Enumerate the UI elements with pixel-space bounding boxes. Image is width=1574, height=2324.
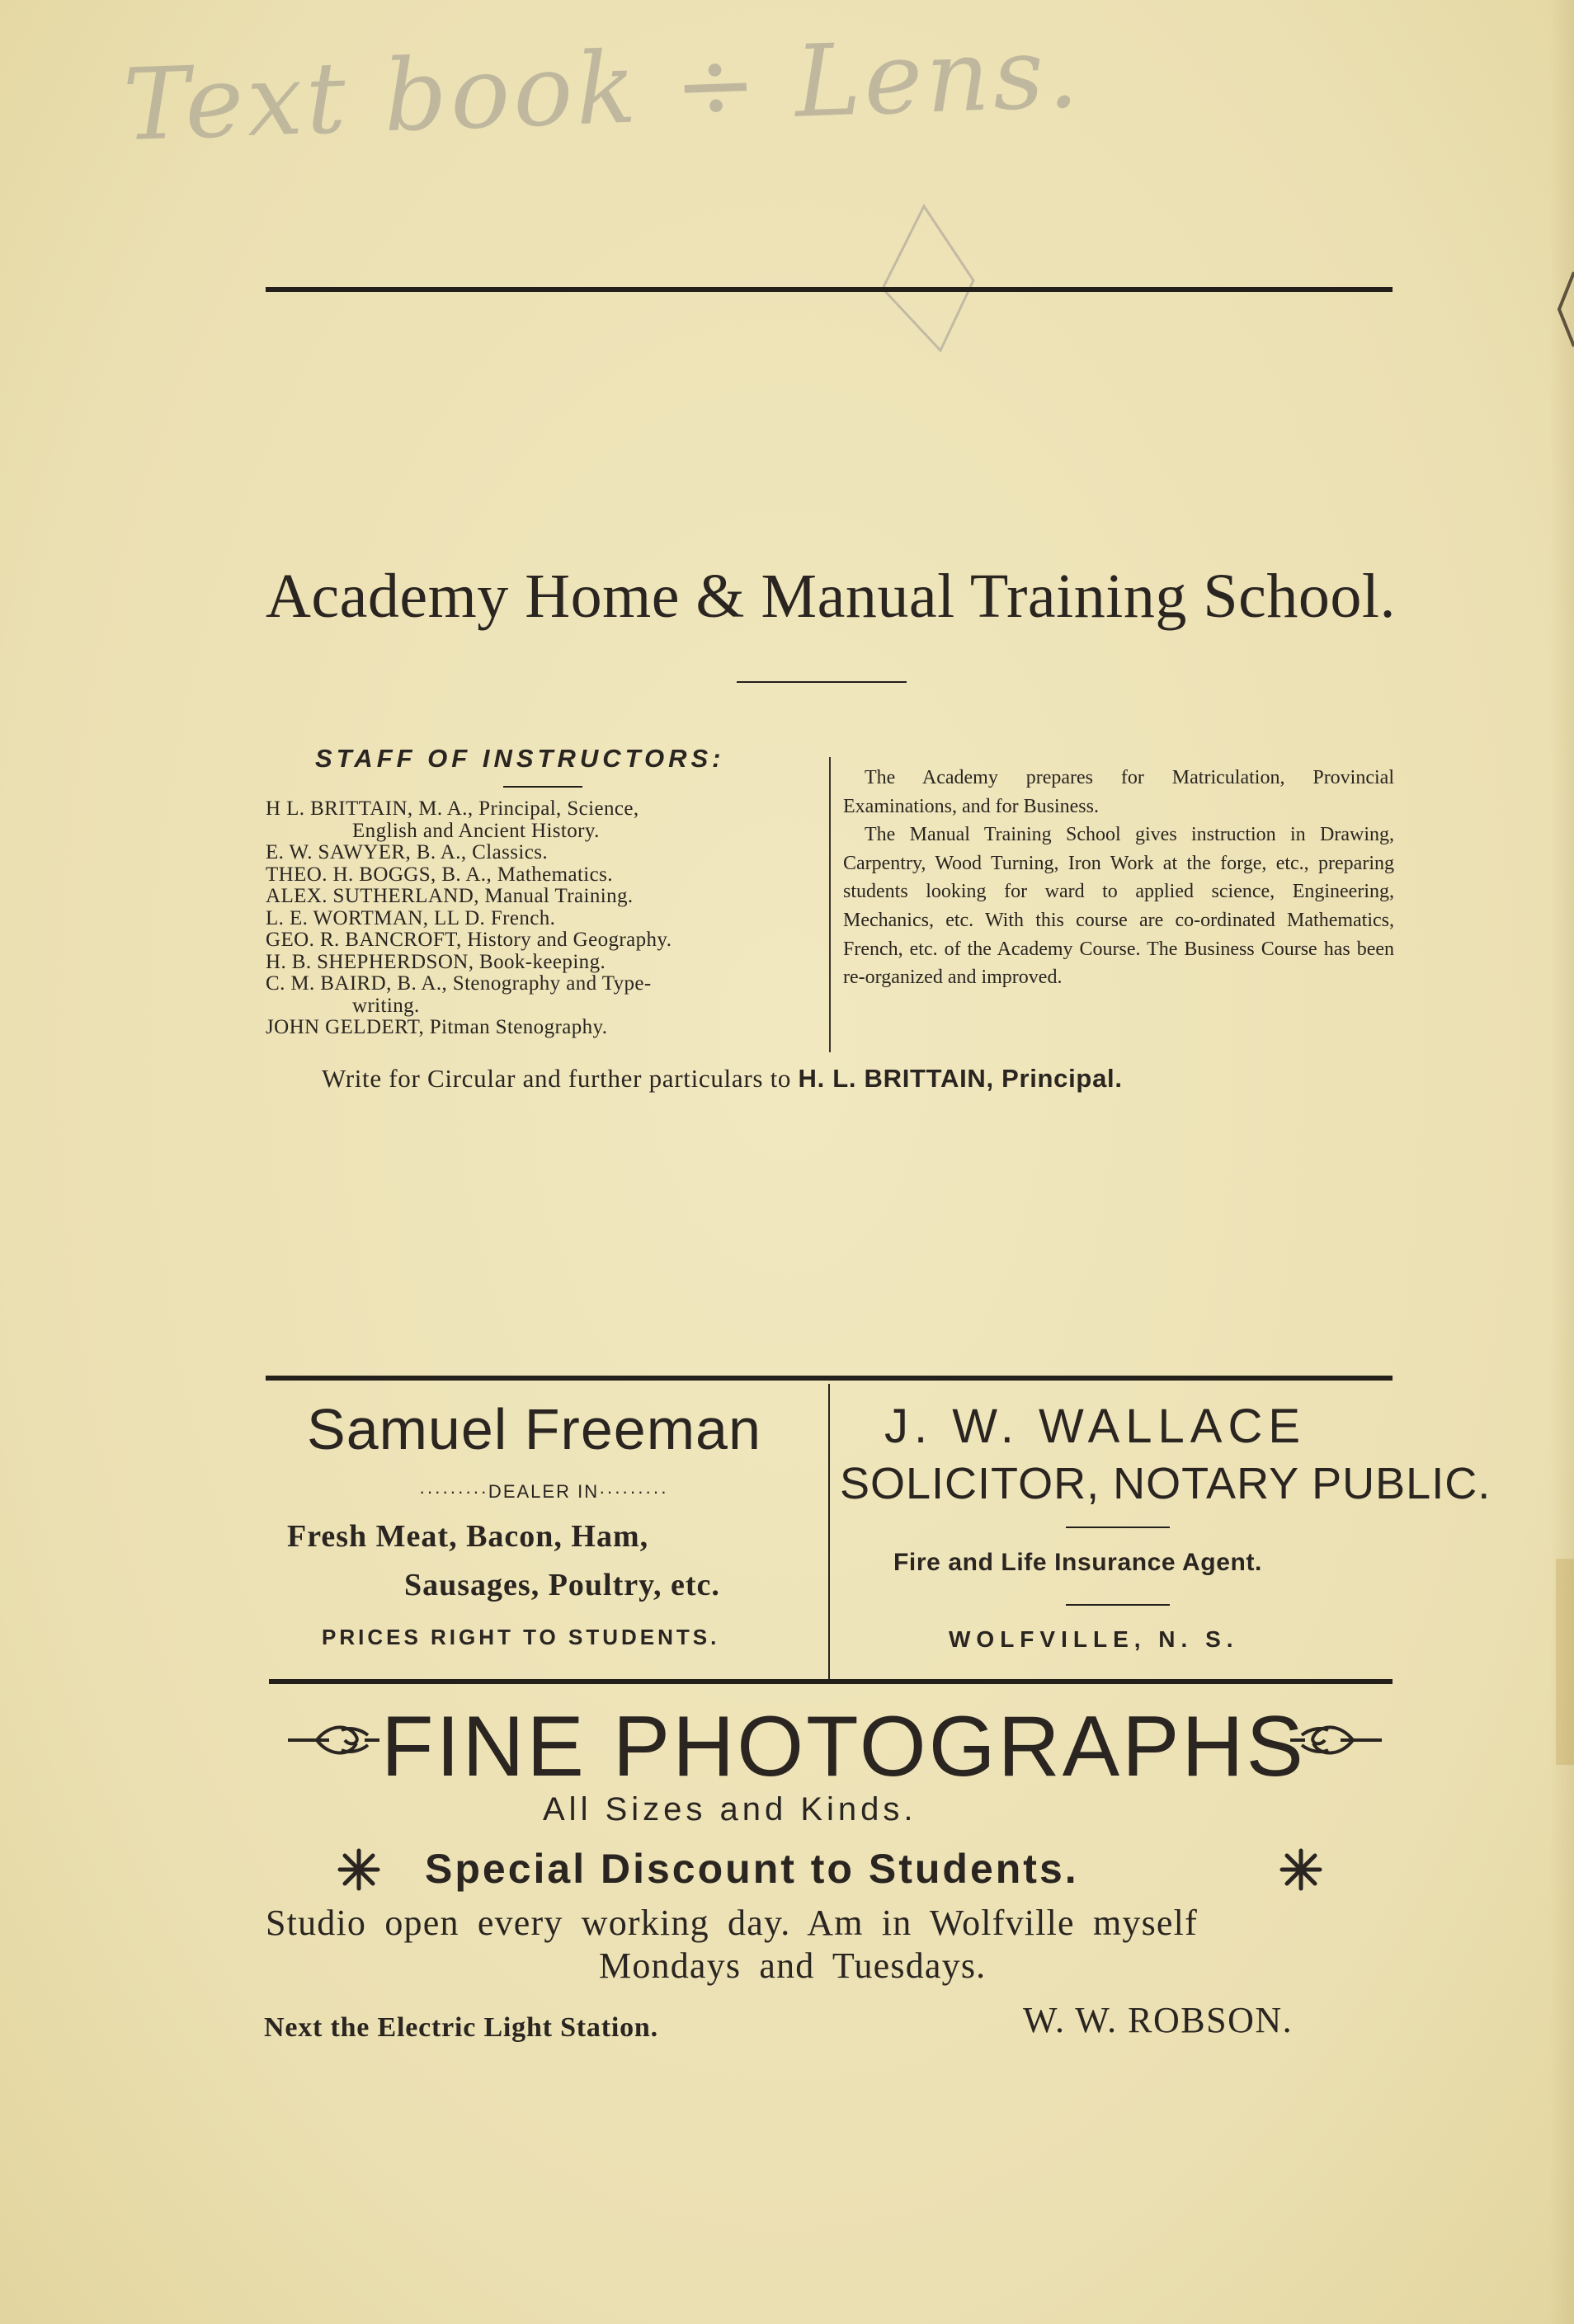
- staff-entry: JOHN GELDERT, Pitman Stenography.: [266, 1016, 608, 1038]
- photographs-location: Next the Electric Light Station.: [264, 2012, 658, 2043]
- photographs-studio-line1: Studio open every working day. Am in Wolfville myself: [266, 1903, 1198, 1943]
- staff-entry: writing.: [352, 994, 420, 1017]
- wallace-rule-1: [1066, 1527, 1170, 1528]
- asterisk-ornament-icon: [1279, 1847, 1323, 1892]
- academy-description-p1: The Academy prepares for Matriculation, Provincial Examinations, and for Business.: [843, 767, 1394, 817]
- staff-entry: ALEX. SUTHERLAND, Manual Training.: [266, 885, 634, 907]
- middle-rule-bottom: [269, 1679, 1393, 1684]
- photographs-sizes: All Sizes and Kinds.: [543, 1791, 917, 1828]
- freeman-dealer: ·········DEALER IN·········: [419, 1481, 669, 1502]
- staff-entry: THEO. H. BOGGS, B. A., Mathematics.: [266, 863, 613, 886]
- wallace-name: J. W. WALLACE: [884, 1400, 1307, 1453]
- paper-stain: [1556, 1559, 1574, 1765]
- pencil-diamond-mark: [874, 198, 982, 363]
- school-title: Academy Home & Manual Training School.: [266, 562, 1396, 631]
- freeman-goods-line2: Sausages, Poultry, etc.: [404, 1568, 720, 1602]
- academy-description: [843, 764, 1394, 992]
- write-for-circular: [322, 1064, 1123, 1094]
- principal-name: H. L. BRITTAIN, Principal.: [798, 1064, 1123, 1093]
- page-edge-tab: [1554, 264, 1574, 355]
- photographs-title: FINE PHOTOGRAPHS: [381, 1699, 1306, 1795]
- academy-description-p2: The Manual Training School gives instruction in Drawing, Carpentry, Wood Turning, Iron Work at the forge, etc., preparing students looking for ward to applied science, Engineering, Mechanics, etc. With this course are co-ordinated Mathematics, French, etc. of the Academy Course. The Business Course has been re-organized and improved.: [843, 824, 1394, 989]
- right-ornament-icon: [1287, 1715, 1386, 1765]
- staff-entry: English and Ancient History.: [352, 819, 600, 842]
- staff-entry: H. B. SHEPHERDSON, Book-keeping.: [266, 950, 606, 973]
- staff-entry: L. E. WORTMAN, LL D. French.: [266, 906, 556, 929]
- left-ornament-icon: [284, 1715, 383, 1765]
- wallace-rule-2: [1066, 1604, 1170, 1606]
- wallace-title: SOLICITOR, NOTARY PUBLIC.: [840, 1459, 1492, 1508]
- freeman-prices: PRICES RIGHT TO STUDENTS.: [322, 1625, 720, 1649]
- ads-column-divider: [828, 1384, 830, 1681]
- asterisk-ornament-icon: [337, 1847, 381, 1892]
- write-prefix: Write for Circular and further particulars to: [322, 1064, 792, 1093]
- top-rule: [266, 287, 1393, 292]
- photographs-discount: Special Discount to Students.: [425, 1846, 1079, 1892]
- academy-column-divider: [829, 757, 831, 1052]
- staff-entry: E. W. SAWYER, B. A., Classics.: [266, 841, 548, 863]
- wallace-insurance: Fire and Life Insurance Agent.: [893, 1549, 1262, 1576]
- middle-rule-top: [266, 1376, 1393, 1381]
- staff-entry: C. M. BAIRD, B. A., Stenography and Type-: [266, 972, 652, 995]
- title-underline: [737, 681, 907, 683]
- freeman-name: Samuel Freeman: [307, 1397, 761, 1461]
- staff-entry: GEO. R. BANCROFT, History and Geography.: [266, 929, 672, 951]
- freeman-goods-line1: Fresh Meat, Bacon, Ham,: [287, 1519, 649, 1554]
- wallace-town: WOLFVILLE, N. S.: [949, 1626, 1239, 1652]
- staff-heading-rule: [503, 786, 582, 788]
- handwritten-note: Text book ÷ Lens.: [121, 15, 1084, 164]
- staff-list: [266, 798, 823, 1039]
- staff-entry: H L. BRITTAIN, M. A., Principal, Science,: [266, 797, 639, 820]
- photographs-studio-line2: Mondays and Tuesdays.: [599, 1945, 987, 1986]
- photographs-proprietor: W. W. ROBSON.: [1023, 2000, 1294, 2040]
- staff-heading: STAFF OF INSTRUCTORS:: [315, 744, 725, 773]
